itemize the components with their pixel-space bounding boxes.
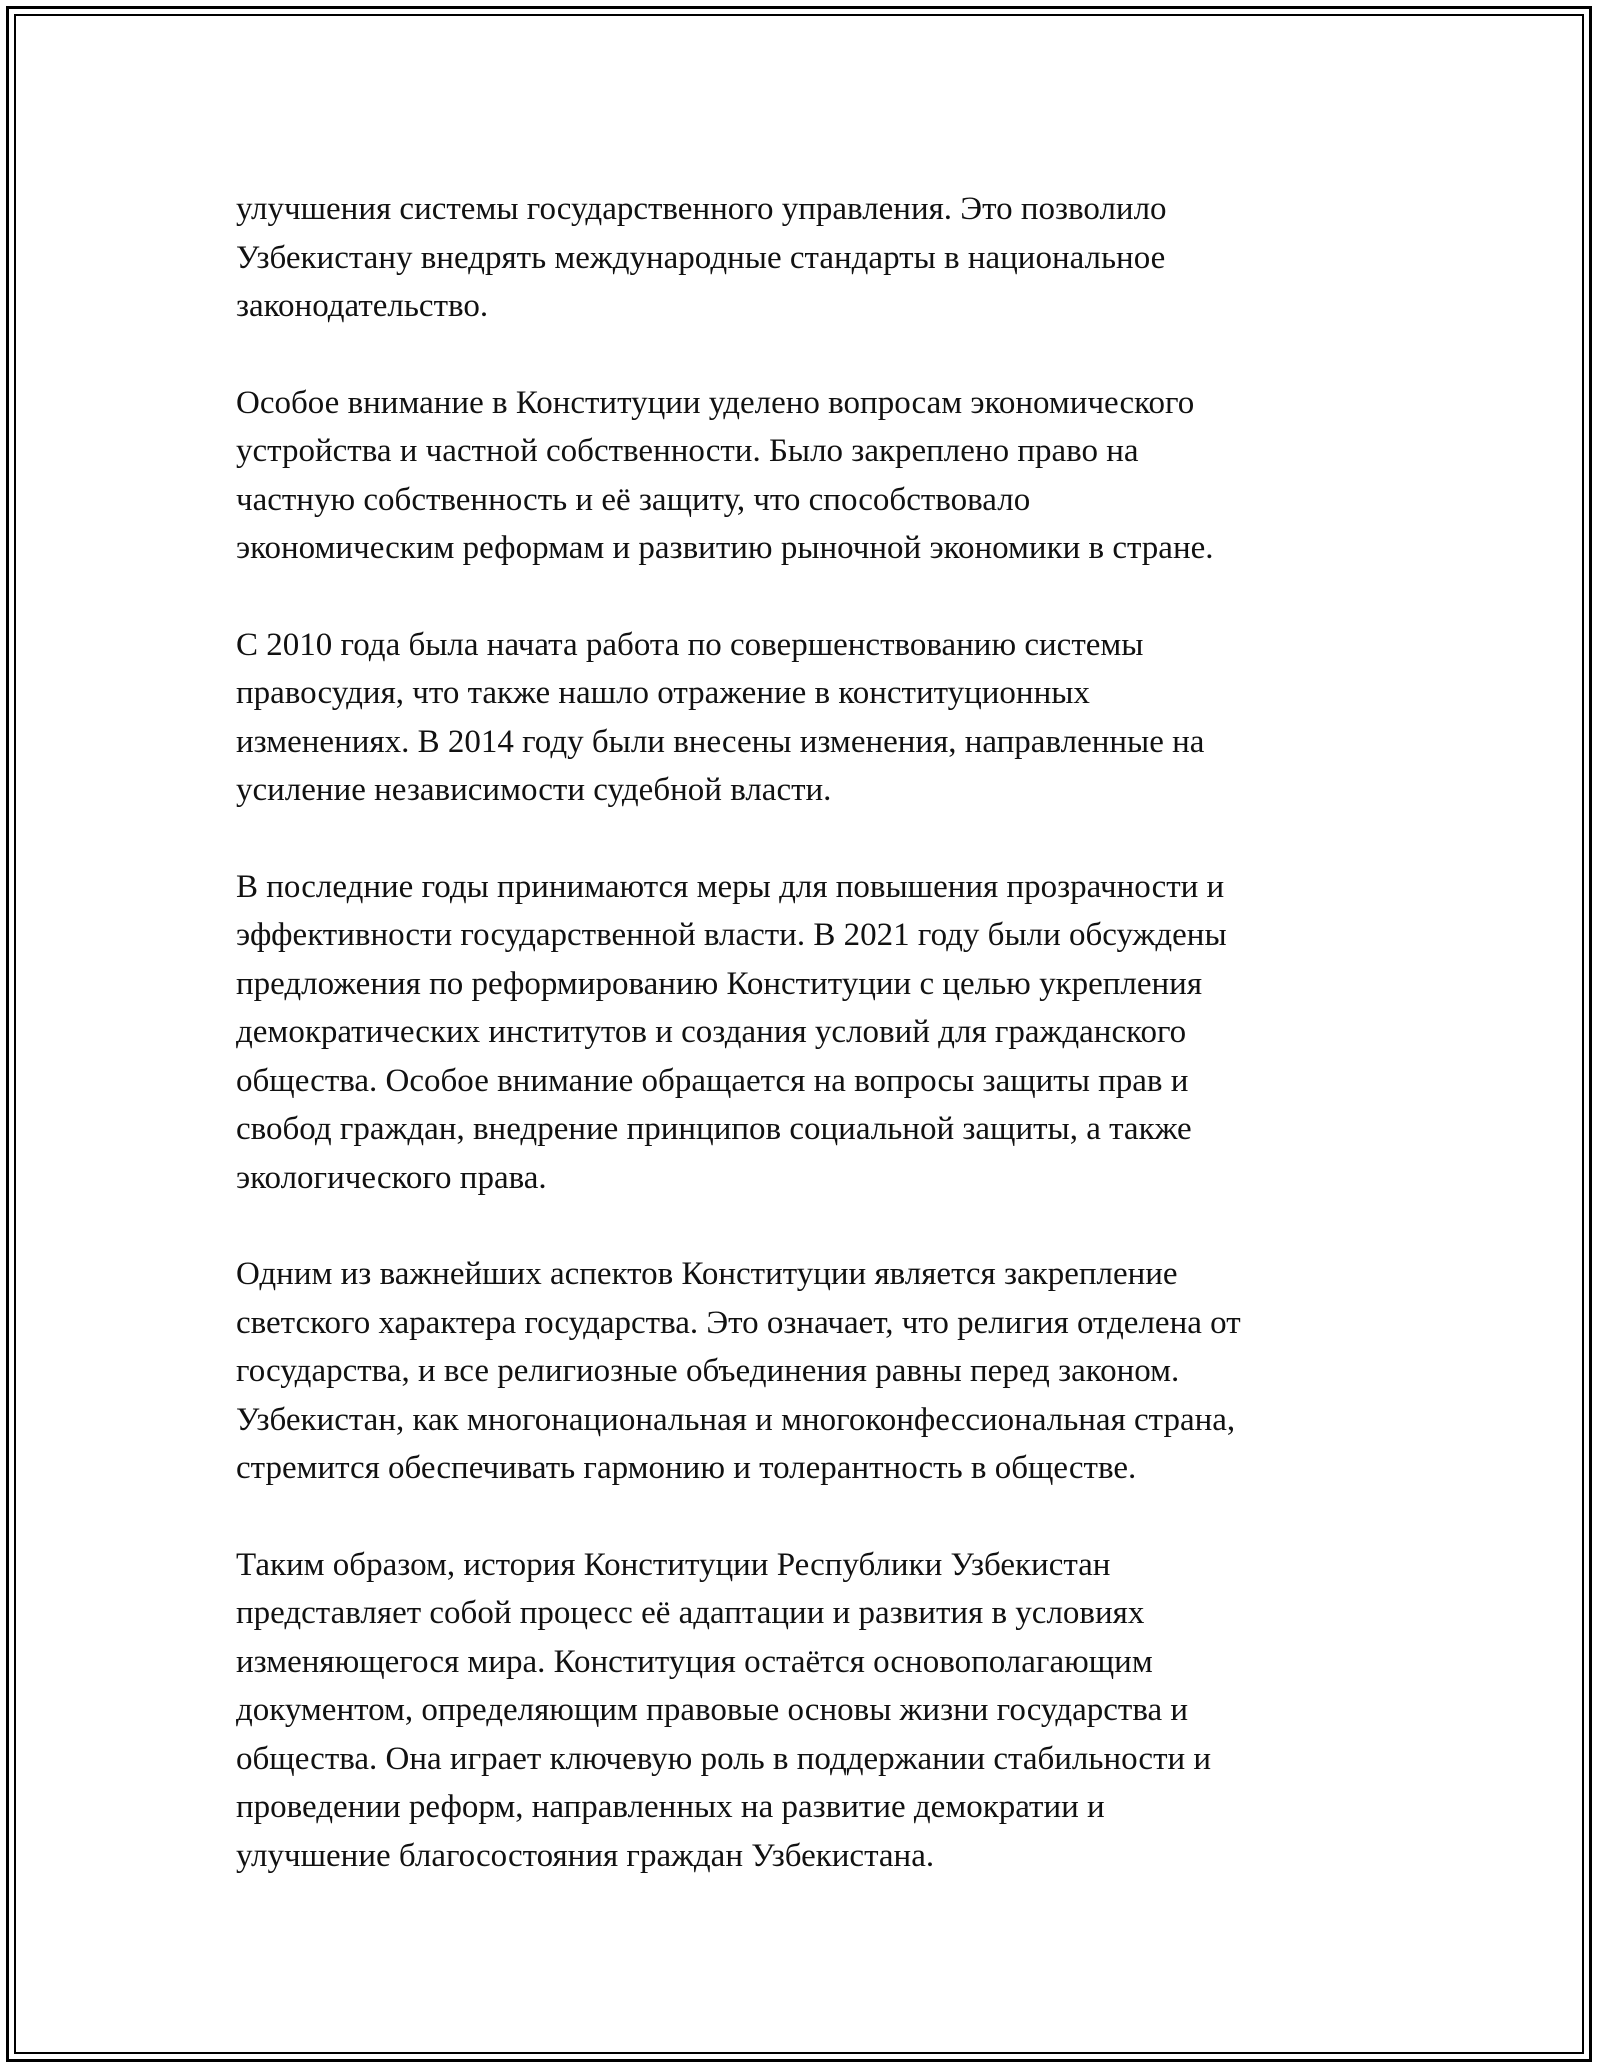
text-line: Одним из важнейших аспектов Конституции является закрепление bbox=[236, 1256, 1178, 1292]
text-line: общества. Особое внимание обращается на вопросы защиты прав и bbox=[236, 1062, 1189, 1099]
text-line: проведении реформ, направленных на развитие демократии и bbox=[236, 1789, 1105, 1825]
text-line: свобод граждан, внедрение принципов социальной защиты, а также bbox=[236, 1111, 1192, 1147]
text-line: светского характера государства. Это означает, что религия отделена от bbox=[236, 1304, 1241, 1341]
document-body bbox=[236, 185, 1386, 1928]
paragraph-6 bbox=[236, 1541, 1386, 1881]
text-line: С 2010 года была начата работа по совершенствованию системы bbox=[236, 626, 1144, 663]
text-line: улучшение благосостояния граждан Узбекистана. bbox=[236, 1837, 935, 1874]
text-line: общества. Она играет ключевую роль в поддержании стабильности и bbox=[236, 1740, 1212, 1777]
text-line: экономическим реформам и развитию рыночной экономики в стране. bbox=[236, 530, 1214, 566]
text-line: предложения по реформированию Конституции с целью укрепления bbox=[236, 965, 1203, 1002]
text-line: В последние годы принимаются меры для повышения прозрачности и bbox=[236, 868, 1225, 905]
text-line: Таким образом, история Конституции Республики Узбекистан bbox=[236, 1546, 1111, 1583]
text-line: государства, и все религиозные объединения равны перед законом. bbox=[236, 1353, 1180, 1389]
paragraph-3 bbox=[236, 621, 1386, 815]
text-line: эффективности государственной власти. В 2021 году были обсуждены bbox=[236, 917, 1227, 953]
text-line: изменяющегося мира. Конституция остаётся основополагающим bbox=[236, 1643, 1153, 1680]
text-line: правосудия, что также нашло отражение в конституционных bbox=[236, 675, 1090, 711]
text-line: частную собственность и её защиту, что способствовало bbox=[236, 481, 1031, 518]
text-line: Узбекистану внедрять международные стандарты в национальное bbox=[236, 239, 1166, 276]
text-line: экологического права. bbox=[236, 1159, 547, 1196]
text-line: законодательство. bbox=[236, 288, 489, 324]
text-line: стремится обеспечивать гармонию и толерантность в обществе. bbox=[236, 1450, 1137, 1486]
paragraph-1 bbox=[236, 185, 1386, 331]
paragraph-5 bbox=[236, 1250, 1386, 1493]
text-line: Особое внимание в Конституции уделено вопросам экономического bbox=[236, 384, 1195, 421]
text-line: представляет собой процесс её адаптации и развития в условиях bbox=[236, 1595, 1145, 1631]
paragraph-4 bbox=[236, 863, 1386, 1203]
text-line: усиление независимости судебной власти. bbox=[236, 772, 832, 808]
text-line: изменениях. В 2014 году были внесены изменения, направленные на bbox=[236, 723, 1205, 760]
text-line: улучшения системы государственного управления. Это позволило bbox=[236, 191, 1167, 227]
text-line: устройства и частной собственности. Было закреплено право на bbox=[236, 433, 1139, 469]
text-line: демократических институтов и создания условий для гражданского bbox=[236, 1014, 1187, 1050]
text-line: документом, определяющим правовые основы жизни государства и bbox=[236, 1692, 1189, 1728]
text-line: Узбекистан, как многонациональная и многоконфессиональная страна, bbox=[236, 1401, 1236, 1438]
paragraph-2 bbox=[236, 379, 1386, 573]
